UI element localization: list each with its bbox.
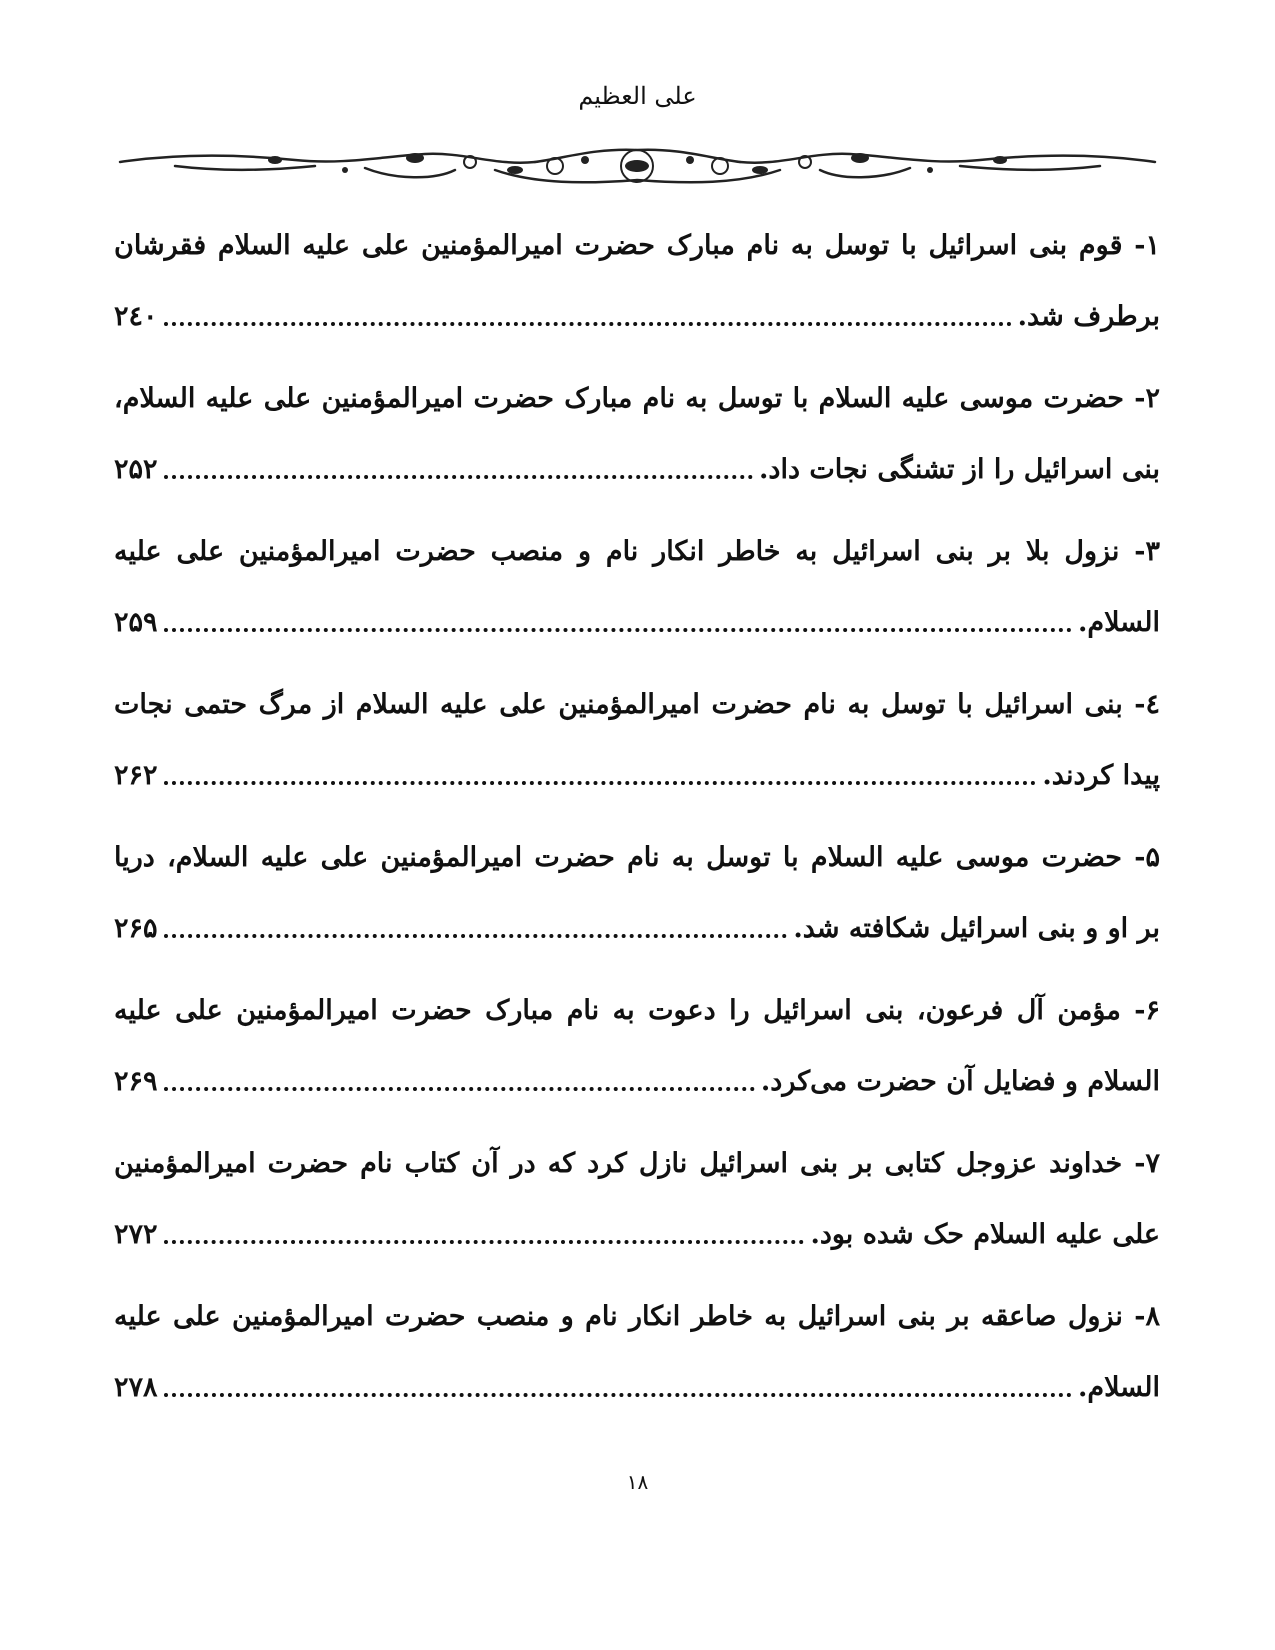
- toc-entry-title-continuation: السلام و فضایل آن حضرت می‌کرد.: [760, 1065, 1160, 1097]
- toc-entry-continuation-line: [114, 1359, 1160, 1415]
- dot-leader: [164, 1071, 755, 1091]
- toc-entry-continuation-line: [114, 747, 1160, 803]
- toc-entry-continuation-line: [114, 1206, 1160, 1262]
- dot-leader: [164, 306, 1012, 326]
- toc-entry-title: ۶- مؤمن آل فرعون، بنی اسرائیل را دعوت به نام مبارک حضرت امیرالمؤمنین علی علیه: [114, 995, 1160, 1026]
- toc-page-number: ۲٤۰: [114, 300, 158, 332]
- toc-entry-continuation-line: [114, 1053, 1160, 1109]
- toc-page-number: ۲۷۲: [114, 1218, 158, 1250]
- toc-entry-title-continuation: پیدا کردند.: [1042, 759, 1160, 791]
- toc-entry: [114, 218, 1160, 371]
- toc-page-number: ۲۶۹: [114, 1065, 158, 1097]
- toc-page-number: ۲۵۲: [114, 453, 158, 485]
- toc-entry-continuation-line: [114, 900, 1160, 956]
- toc-entry-title-continuation: السلام.: [1077, 606, 1160, 638]
- toc-entry-title: ۳- نزول بلا بر بنی اسرائیل به خاطر انکار نام و منصب حضرت امیرالمؤمنین علی علیه: [114, 536, 1160, 567]
- toc-entry-title: ۲- حضرت موسی علیه السلام با توسل به نام مبارک حضرت امیرالمؤمنین علی علیه السلام،: [114, 383, 1160, 414]
- toc-entry-title: ۱- قوم بنی اسرائیل با توسل به نام مبارک حضرت امیرالمؤمنین علی علیه السلام فقرشان: [114, 230, 1160, 261]
- dot-leader: [164, 765, 1037, 785]
- toc-entry: [114, 371, 1160, 524]
- page-number-footer: ۱۸: [626, 1470, 649, 1494]
- toc-entry: [114, 1136, 1160, 1289]
- toc-page-number: ۲۶۲: [114, 759, 158, 791]
- toc-entry-title: ۷- خداوند عزوجل کتابی بر بنی اسرائیل نازل کرد که در آن کتاب نام حضرت امیرالمؤمنین: [114, 1148, 1160, 1179]
- table-of-contents: [114, 218, 1160, 1442]
- toc-page-number: ۲۶۵: [114, 912, 158, 944]
- toc-page-number: ۲۷۸: [114, 1371, 158, 1403]
- toc-entry-continuation-line: [114, 288, 1160, 344]
- toc-entry-title-continuation: بر او و بنی اسرائیل شکافته شد.: [793, 912, 1160, 944]
- dot-leader: [164, 459, 754, 479]
- toc-entry-title-continuation: علی علیه السلام حک شده بود.: [810, 1218, 1160, 1250]
- dot-leader: [164, 918, 788, 938]
- dot-leader: [164, 1377, 1072, 1397]
- toc-entry-title-continuation: برطرف شد.: [1017, 300, 1160, 332]
- toc-entry: [114, 830, 1160, 983]
- toc-entry: [114, 677, 1160, 830]
- toc-entry: [114, 983, 1160, 1136]
- toc-entry-continuation-line: [114, 441, 1160, 497]
- toc-entry: [114, 1289, 1160, 1442]
- page-header-title: علی العظیم: [578, 82, 697, 110]
- toc-page-number: ۲۵۹: [114, 606, 158, 638]
- toc-entry-title: ٤- بنی اسرائیل با توسل به نام حضرت امیرالمؤمنین علی علیه السلام از مرگ حتمی نجات: [114, 689, 1160, 720]
- dot-leader: [164, 1224, 805, 1244]
- toc-entry-title: ۸- نزول صاعقه بر بنی اسرائیل به خاطر انکار نام و منصب حضرت امیرالمؤمنین علی علیه: [114, 1301, 1160, 1332]
- toc-entry-continuation-line: [114, 594, 1160, 650]
- toc-entry-title-continuation: السلام.: [1077, 1371, 1160, 1403]
- dot-leader: [164, 612, 1072, 632]
- decorative-divider-ornament: [115, 140, 1160, 190]
- toc-entry-title-continuation: بنی اسرائیل را از تشنگی نجات داد.: [759, 453, 1160, 485]
- toc-entry: [114, 524, 1160, 677]
- toc-entry-title: ۵- حضرت موسی علیه السلام با توسل به نام حضرت امیرالمؤمنین علی علیه السلام، دریا: [114, 842, 1160, 873]
